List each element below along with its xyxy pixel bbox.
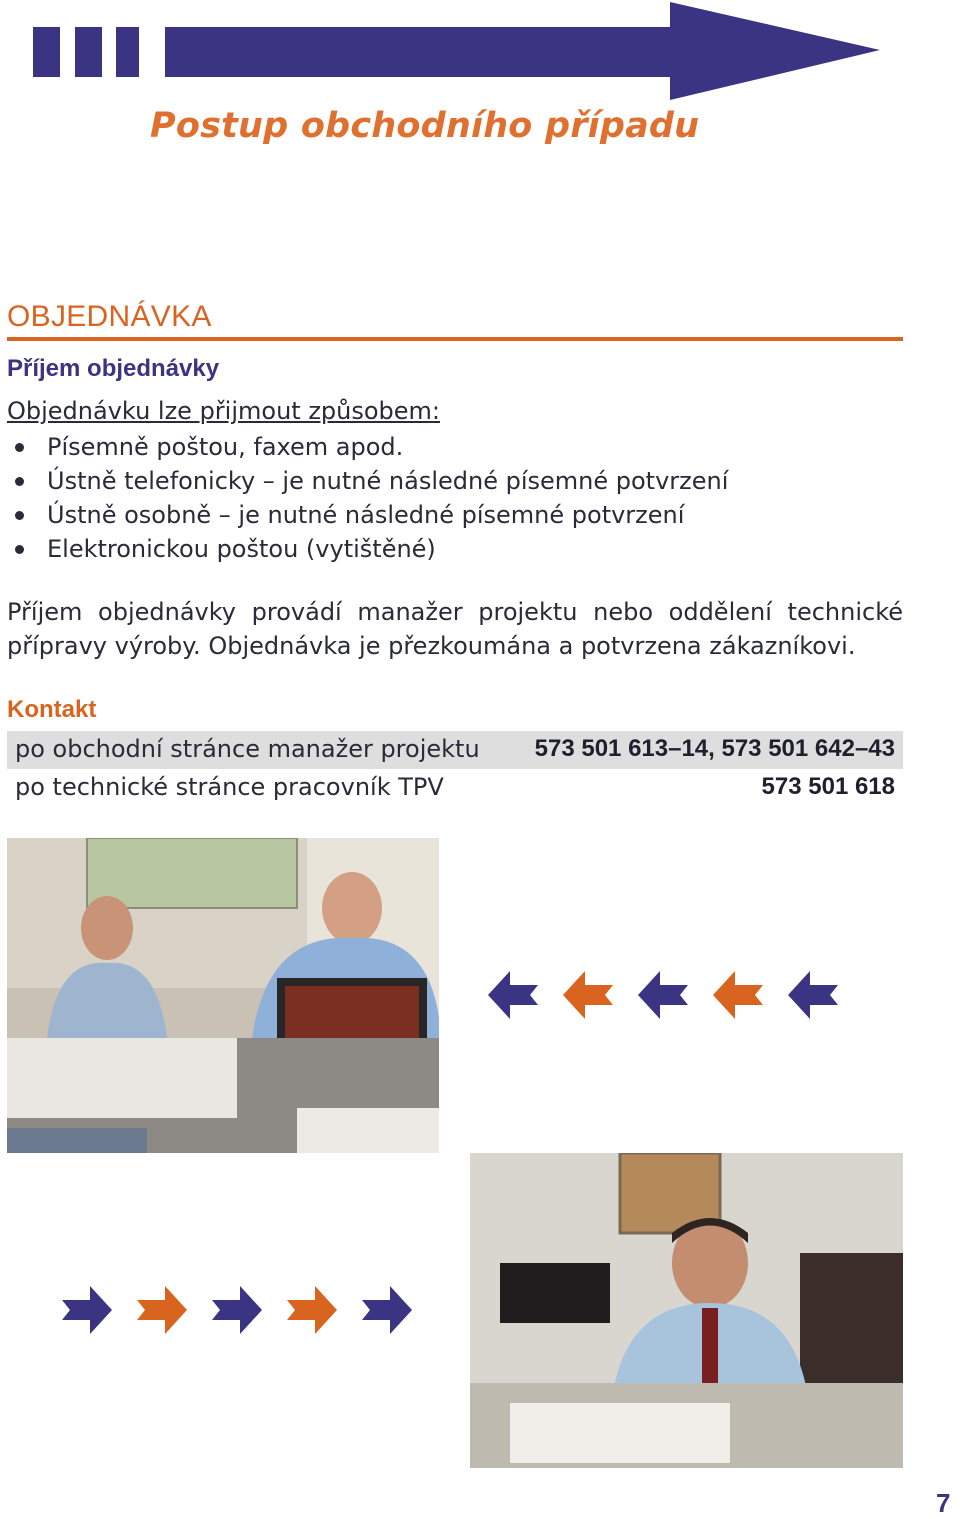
contact-role: po obchodní stránce manažer projektu [15, 735, 480, 763]
left-arrow-icon [713, 971, 763, 1019]
contact-heading: Kontakt [7, 696, 97, 723]
contact-role: po technické stránce pracovník TPV [15, 773, 444, 801]
left-arrows-row [488, 968, 848, 1022]
header-arrow-band [0, 0, 960, 110]
office-photo-two-men [7, 838, 439, 1153]
list-item [7, 464, 728, 498]
header-arrow [165, 2, 880, 100]
contact-table [7, 731, 903, 807]
list-item-text: Písemně poštou, faxem apod. [47, 433, 404, 461]
section-rule [7, 337, 903, 341]
header-square-1 [33, 27, 60, 77]
page-title: Postup obchodního případu [150, 106, 700, 146]
page-number: 7 [936, 1488, 951, 1518]
right-arrow-icon [137, 1286, 187, 1334]
intro-text: Objednávku lze přijmout způsobem: [7, 397, 441, 425]
list-item-text: Ústně telefonicky – je nutné následné písemné potvrzení [47, 467, 729, 495]
bullet-list [7, 430, 728, 566]
right-arrow-icon [62, 1286, 112, 1334]
right-arrow-icon [362, 1286, 412, 1334]
right-arrows-row [62, 1283, 422, 1337]
list-item-text: Ústně osobně – je nutné následné písemné potvrzení [47, 501, 685, 529]
left-arrow-icon [563, 971, 613, 1019]
right-arrow-icon [212, 1286, 262, 1334]
left-arrow-icon [488, 971, 538, 1019]
left-arrow-icon [638, 971, 688, 1019]
bullet-icon [15, 545, 24, 554]
header-square-2 [75, 27, 102, 77]
list-item [7, 430, 728, 464]
subheading: Příjem objednávky [7, 355, 220, 382]
bullet-icon [15, 443, 24, 452]
contact-phone: 573 501 613–14, 573 501 642–43 [534, 735, 895, 762]
bullet-icon [15, 477, 24, 486]
bullet-icon [15, 511, 24, 520]
contact-row [7, 731, 903, 769]
left-arrow-icon [788, 971, 838, 1019]
body-paragraph: Příjem objednávky provádí manažer projektu nebo oddělení technické přípravy výroby. Objednávka je přezkoumána a potvrzena zákazníkovi. [7, 598, 903, 660]
contact-row [7, 769, 903, 807]
right-arrow-icon [287, 1286, 337, 1334]
list-item [7, 498, 728, 532]
header-square-3 [116, 27, 139, 77]
section-heading: OBJEDNÁVKA [7, 300, 212, 333]
list-item [7, 532, 728, 566]
office-photo-man-phone [470, 1153, 903, 1468]
list-item-text: Elektronickou poštou (vytištěné) [47, 535, 436, 563]
contact-phone: 573 501 618 [761, 773, 895, 800]
